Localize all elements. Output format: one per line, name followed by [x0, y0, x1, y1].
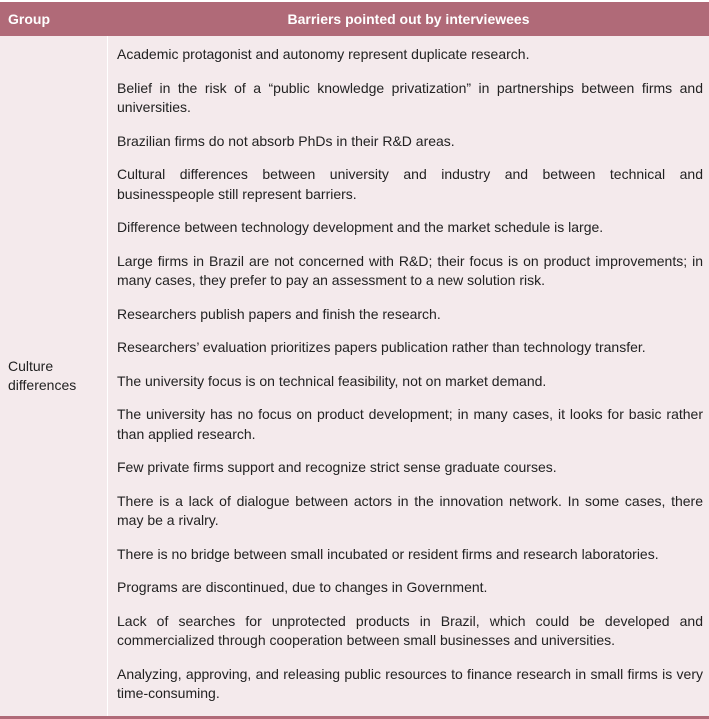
barrier-item: Cultural differences between university and industry and between technical and businesspeople still represent barriers.: [117, 166, 703, 202]
barrier-item: Few private firms support and recognize strict sense graduate courses.: [117, 459, 557, 475]
barrier-item: Lack of searches for unprotected products in Brazil, which could be developed and commercialized through cooperation between small businesses and universities.: [117, 612, 703, 648]
barrier-item: Academic protagonist and autonomy represent duplicate research.: [117, 46, 530, 62]
barrier-item: The university focus is on technical feasibility, not on market demand.: [117, 372, 547, 389]
barriers-cell: [108, 36, 709, 716]
barrier-item: There is a lack of dialogue between actors in the innovation network. In some cases, there may be a rivalry.: [117, 492, 703, 528]
table-header: [0, 2, 709, 36]
barrier-item: The university has no focus on product development; in many cases, it looks for basic rather than applied research.: [117, 406, 703, 442]
barrier-item: Programs are discontinued, due to changes in Government.: [117, 579, 488, 595]
group-cell: Culture differences: [0, 36, 108, 716]
barrier-item: Belief in the risk of a “public knowledge privatization” in partnerships between firms and universities.: [117, 79, 703, 115]
barriers-table: [0, 2, 709, 719]
header-barriers: Barriers pointed out by interviewees: [287, 11, 530, 27]
barrier-item: Analyzing, approving, and releasing public resources to finance research in small firms is very time-consuming.: [117, 665, 703, 701]
barrier-item: Difference between technology development and the market schedule is large.: [117, 219, 604, 235]
barrier-item: Researchers publish papers and finish the research.: [117, 305, 441, 322]
barrier-item: Researchers’ evaluation prioritizes papers publication rather than technology transfer.: [117, 339, 646, 355]
barrier-item: There is no bridge between small incubated or resident firms and research laboratories.: [117, 545, 659, 562]
barrier-item: Large firms in Brazil are not concerned with R&D; their focus is on product improvements; in many cases, they prefer to pay an assessment to a new solution risk.: [117, 252, 703, 288]
barrier-item: Brazilian firms do not absorb PhDs in their R&D areas.: [117, 132, 455, 149]
table-body: [0, 36, 709, 719]
header-group: Group: [8, 11, 50, 27]
